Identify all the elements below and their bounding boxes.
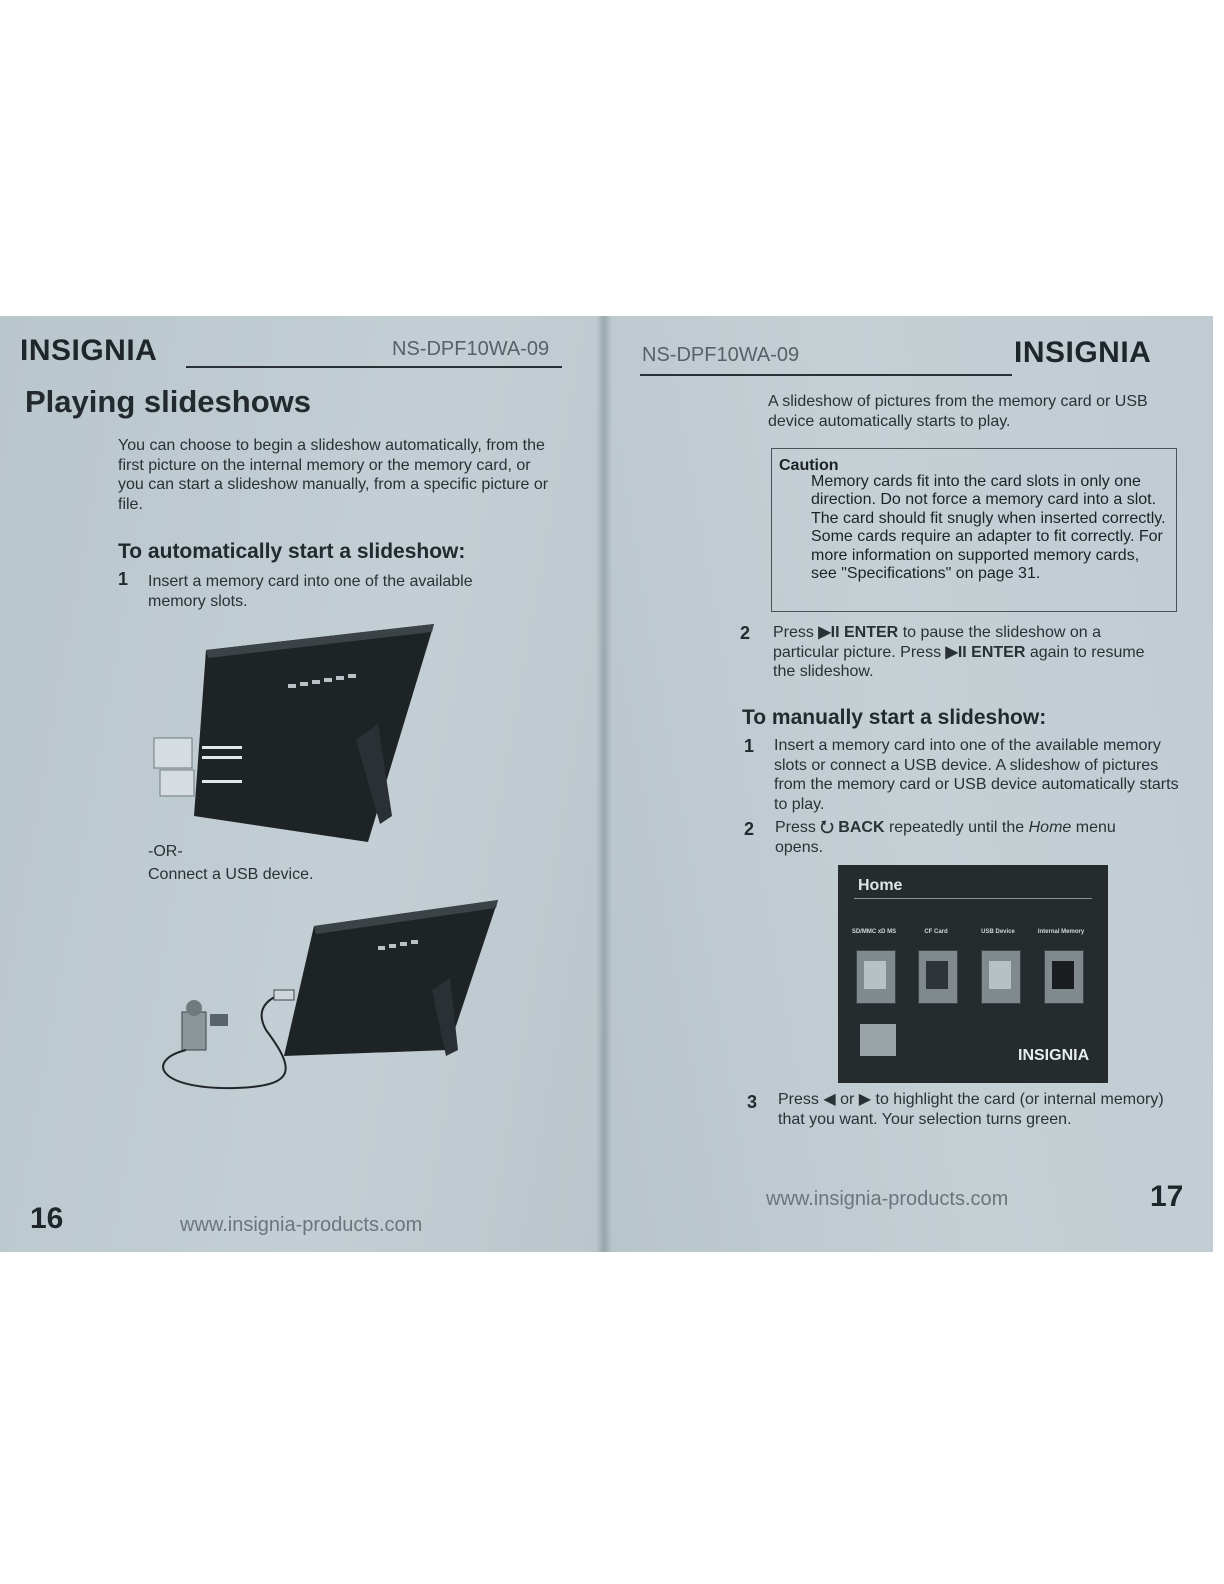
header-rule — [186, 366, 562, 368]
tile-label-cf: CF Card — [924, 929, 948, 935]
tile-label-internal: Internal Memory — [1037, 929, 1085, 935]
insignia-logo: INSIGNIA — [1014, 336, 1152, 369]
manual-heading: To manually start a slideshow: — [742, 706, 1047, 729]
step-text: Insert a memory card into one of the available memory slots. — [148, 573, 473, 610]
model-number: NS-DPF10WA-09 — [392, 338, 550, 360]
usb-device-icon — [989, 961, 1011, 989]
sd-card-icon — [864, 961, 886, 989]
auto-heading: To automatically start a slideshow: — [118, 540, 466, 563]
pause-step-text — [773, 623, 1145, 682]
step-text-mid: to pause the slideshow on a particular picture. Press — [773, 624, 1102, 661]
frame-memory-card-illustration — [146, 620, 442, 850]
settings-tile[interactable] — [860, 1024, 896, 1056]
website-link[interactable]: www.insignia-products.com — [180, 1214, 423, 1236]
model-number: NS-DPF10WA-09 — [642, 344, 800, 366]
back-step-text — [775, 818, 1167, 857]
screen-insignia-logo: INSIGNIA — [1018, 1047, 1090, 1064]
play-pause-enter-key: ▶II ENTER — [945, 643, 1026, 661]
step-number: 3 — [747, 1092, 758, 1112]
back-key: ⭮ BACK — [820, 819, 885, 836]
home-menu-name: Home — [1028, 819, 1072, 836]
sd-card-tile[interactable] — [856, 950, 896, 1004]
step-text-end: again to resume the slideshow. — [773, 643, 1145, 680]
screen-title: Home — [858, 877, 903, 894]
caution-title: Caution — [779, 457, 839, 474]
or-separator: -OR- — [148, 843, 183, 860]
page-number: 17 — [1150, 1180, 1184, 1213]
left-page — [0, 316, 604, 1252]
press-word: Press — [773, 624, 814, 641]
select-card-step-text: Press ◀ or ▶ to highlight the card (or internal memory) that you want. Your selection turns green. — [778, 1091, 1164, 1128]
step-text-mid: repeatedly until the — [888, 819, 1025, 836]
tile-label-usb: USB Device — [981, 929, 1015, 935]
cf-card-tile[interactable] — [918, 950, 958, 1004]
step-number: 1 — [118, 569, 129, 589]
page-number: 16 — [30, 1202, 64, 1235]
press-word: Press — [775, 819, 816, 836]
header-rule — [640, 374, 1012, 376]
step-number: 1 — [744, 736, 755, 756]
tile-label-sd: SD/MMC xD MS — [851, 929, 897, 935]
internal-memory-tile[interactable] — [1044, 950, 1084, 1004]
book-gutter — [596, 316, 612, 1252]
website-link[interactable]: www.insignia-products.com — [766, 1188, 1009, 1210]
manual-spread — [0, 316, 1213, 1252]
insignia-logo: INSIGNIA — [20, 334, 158, 367]
intro-paragraph: You can choose to begin a slideshow automatically, from the first picture on the internal memory or the memory card, or you can start a slideshow manually, from a specific picture or file. — [118, 437, 549, 513]
slideshow-start-text: A slideshow of pictures from the memory card or USB device automatically starts to play. — [768, 393, 1148, 430]
internal-memory-icon — [1052, 961, 1074, 989]
step-number: 2 — [740, 623, 751, 643]
home-menu-screenshot — [838, 865, 1108, 1083]
cf-card-icon — [926, 961, 948, 989]
usb-device-tile[interactable] — [981, 950, 1021, 1004]
caution-text: Memory cards fit into the card slots in only one direction. Do not force a memory card into a slot. The card should fit snugly when inserted correctly. Some cards require an adapter to fit correctly. For more information on supported memory cards, see "Specifications" on page 31. — [811, 473, 1166, 583]
page-title: Playing slideshows — [25, 384, 311, 419]
frame-usb-illustration — [146, 900, 502, 1090]
screen-divider — [854, 898, 1092, 899]
caution-box — [771, 448, 1177, 612]
manual-step1-text: Insert a memory card into one of the available memory slots or connect a USB device. A slideshow of pictures from the memory card or USB device automatically starts to play. — [774, 737, 1179, 813]
usb-instruction: Connect a USB device. — [148, 866, 314, 883]
step-text-end: menu opens. — [775, 819, 1116, 856]
step-number: 2 — [744, 819, 755, 839]
right-page — [604, 316, 1213, 1252]
play-pause-enter-key: ▶II ENTER — [818, 624, 899, 641]
